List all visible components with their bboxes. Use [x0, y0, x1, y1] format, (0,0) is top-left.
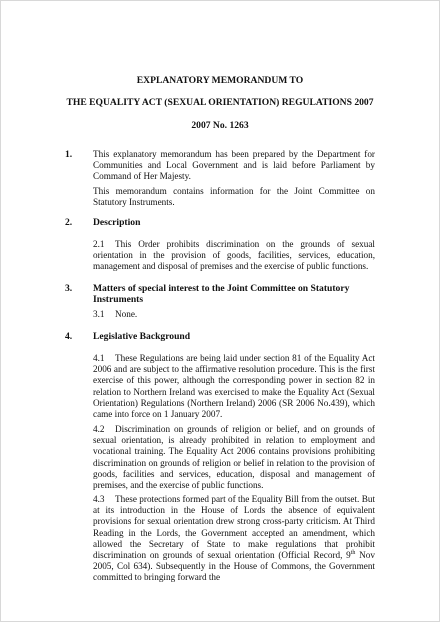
- section-2-number: 2.: [65, 217, 73, 228]
- section-2-paragraph-1: [93, 239, 375, 273]
- section-4-number: 4.: [65, 331, 73, 342]
- section-4-heading: Legislative Background: [93, 331, 191, 342]
- document-title: EXPLANATORY MEMORANDUM TO: [136, 75, 304, 86]
- section-4-paragraph-3: [93, 494, 375, 584]
- paragraph-text-continued: Nov 2005, Col 634). Subsequently in the House of Commons, the Government committed to bringing forward the: [93, 550, 375, 583]
- section-2-heading: Description: [93, 217, 141, 228]
- paragraph-text: None.: [115, 309, 138, 319]
- section-4-paragraph-2: [93, 424, 375, 491]
- section-1-paragraph-2: This memorandum contains information for the Joint Committee on Statutory Instruments.: [93, 186, 375, 208]
- section-4-paragraph-1: [93, 353, 375, 420]
- paragraph-number: 2.1: [93, 239, 105, 249]
- section-1-number: 1.: [65, 149, 73, 160]
- paragraph-number: 4.2: [93, 424, 105, 434]
- section-3-heading: Matters of special interest to the Joint Committee on Statutory Instruments: [93, 283, 350, 305]
- section-1-paragraph-1: This explanatory memorandum has been prepared by the Department for Communities and Local Government and is laid before Parliament by Command of Her Majesty.: [93, 149, 375, 182]
- paragraph-number: 4.3: [93, 494, 105, 504]
- ordinal-suffix: th: [350, 549, 356, 556]
- section-3-number: 3.: [65, 283, 73, 294]
- statutory-instrument-number: 2007 No. 1263: [191, 120, 249, 131]
- paragraph-text: This Order prohibits discrimination on the grounds of sexual orientation in the provision of goods, facilities, services, education, management and disposal of premises and the exercise of public functions.: [93, 239, 375, 272]
- section-3-paragraph-1: [93, 309, 375, 320]
- regulations-title: THE EQUALITY ACT (SEXUAL ORIENTATION) REGULATIONS 2007: [66, 97, 374, 108]
- paragraph-text: These Regulations are being laid under section 81 of the Equality Act 2006 and are subject to the affirmative resolution procedure. This is the first exercise of this power, although the corresponding power in section 82 in relation to Northern Ireland was exercised to make the Equality Act (Sexual Orientation) Regulations (Northern Ireland) 2006 (SR 2006 No.439), which came into force on 1 January 2007.: [93, 353, 375, 420]
- paragraph-number: 4.1: [93, 353, 105, 363]
- paragraph-text: Discrimination on grounds of religion or belief, and on grounds of sexual orientation, is already prohibited in relation to employment and vocational training. The Equality Act 2006 contains provisions prohibiting discrimination on grounds of religion or belief in relation to the provision of goods, facilities and services, education, disposal and management of premises, and the exercise of public functions.: [93, 424, 375, 491]
- paragraph-number: 3.1: [93, 309, 105, 319]
- paragraph-text: These protections formed part of the Equality Bill from the outset. But at its introduction in the House of Lords the absence of equivalent provisions for sexual orientation drew strong cross-party criticism. At Third Reading in the Lords, the Government accepted an amendment, which allowed the Secretary of State to make regulations that prohibit discrimination on grounds of sexual orientation (Official Record, 9: [93, 494, 375, 561]
